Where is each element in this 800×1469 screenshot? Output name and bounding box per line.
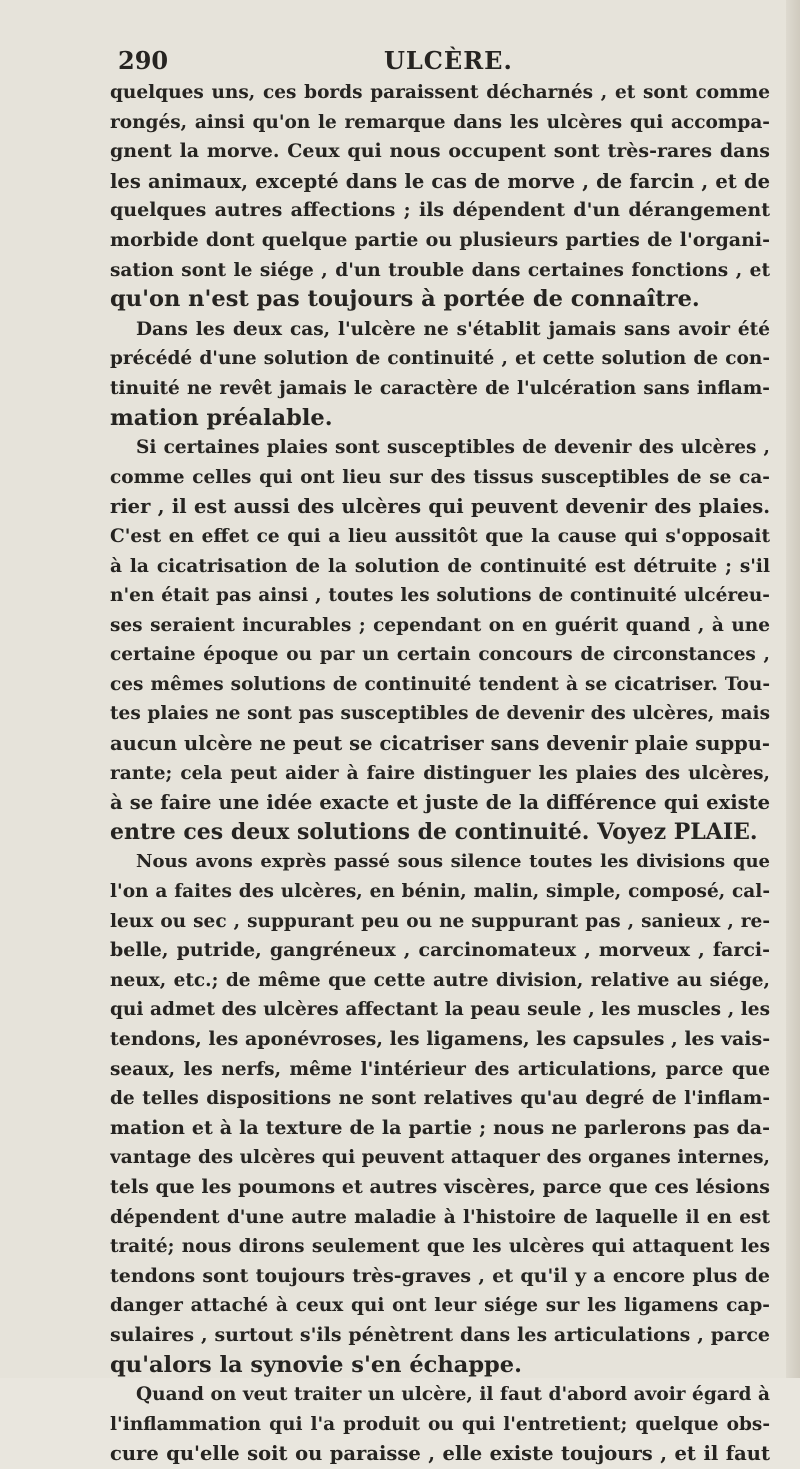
text-line: n'en était pas ainsi , toutes les solutions de continuité ulcéreu-: [110, 585, 770, 607]
text-line: qu'on n'est pas toujours à portée de connaître.: [110, 286, 700, 313]
text-line: mation et à la texture de la partie ; nous ne parlerons pas da-: [110, 1116, 770, 1139]
text-line: tendons sont toujours très-graves , et qu'il y a encore plus de: [110, 1264, 770, 1287]
text-line: les animaux, excepté dans le cas de morve , de farcin , et de: [110, 169, 770, 193]
text-line: Quand on veut traiter un ulcère, il faut d'abord avoir égard à: [136, 1384, 770, 1406]
text-line: tinuité ne revêt jamais le caractère de l'ulcération sans inflam-: [110, 377, 770, 399]
text-line: sation sont le siége , d'un trouble dans certaines fonctions , et: [110, 259, 770, 281]
text-line: l'inflammation qui l'a produit ou qui l'entretient; quelque obs-: [110, 1413, 770, 1435]
text-line: rongés, ainsi qu'on le remarque dans les ulcères qui accompa-: [110, 111, 770, 133]
text-line: de telles dispositions ne sont relatives qu'au degré de l'inflam-: [110, 1088, 770, 1110]
text-line: vantage des ulcères qui peuvent attaquer des organes internes,: [110, 1147, 770, 1169]
text-line: certaine époque ou par un certain concours de circonstances ,: [110, 644, 770, 666]
text-line: comme celles qui ont lieu sur des tissus susceptibles de se ca-: [110, 466, 770, 488]
text-line: Si certaines plaies sont susceptibles de devenir des ulcères ,: [136, 437, 770, 459]
text-line: quelques uns, ces bords paraissent décharnés , et sont comme: [110, 82, 770, 103]
text-line: à se faire une idée exacte et juste de la différence qui existe: [110, 791, 770, 815]
text-line: à la cicatrisation de la solution de continuité est détruite ; s'il: [110, 555, 770, 577]
body-text: [110, 78, 770, 1469]
text-line: C'est en effet ce qui a lieu aussitôt que la cause qui s'opposait: [110, 525, 770, 547]
text-line: dépendent d'une autre maladie à l'histoire de laquelle il en est: [110, 1206, 770, 1228]
text-line: tendons, les aponévroses, les ligamens, les capsules , les vais-: [110, 1028, 770, 1050]
text-line: Nous avons exprès passé sous silence toutes les divisions que: [136, 851, 770, 873]
text-line: tes plaies ne sont pas susceptibles de devenir des ulcères, mais: [110, 703, 770, 725]
text-line: rier , il est aussi des ulcères qui peuvent devenir des plaies.: [110, 495, 770, 519]
running-head: ULCÈRE.: [384, 46, 513, 75]
text-line: qu'alors la synovie s'en échappe.: [110, 1351, 522, 1378]
text-line: gnent la morve. Ceux qui nous occupent sont très-rares dans: [110, 140, 770, 163]
page-header: [118, 46, 752, 80]
page-number: 290: [118, 46, 169, 75]
text-line: seaux, les nerfs, même l'intérieur des articulations, parce que: [110, 1058, 770, 1080]
text-line: rante; cela peut aider à faire distinguer les plaies des ulcères,: [110, 762, 770, 784]
text-line: mation préalable.: [110, 404, 333, 431]
text-line: belle, putride, gangréneux , carcinomateux , morveux , farci-: [110, 939, 770, 962]
text-line: sulaires , surtout s'ils pénètrent dans les articulations , parce: [110, 1323, 770, 1346]
text-line: entre ces deux solutions de continuité. Voyez PLAIE.: [110, 818, 758, 845]
text-line: ces mêmes solutions de continuité tendent à se cicatriser. Tou-: [110, 673, 770, 695]
text-line: cure qu'elle soit ou paraisse , elle existe toujours , et il faut: [110, 1442, 770, 1466]
text-line: tels que les poumons et autres viscères, parce que ces lésions: [110, 1175, 770, 1198]
text-line: morbide dont quelque partie ou plusieurs parties de l'organi-: [110, 228, 770, 251]
text-line: précédé d'une solution de continuité , et cette solution de con-: [110, 348, 770, 370]
text-line: neux, etc.; de même que cette autre division, relative au siége,: [110, 969, 770, 991]
text-line: traité; nous dirons seulement que les ulcères qui attaquent les: [110, 1236, 770, 1258]
text-line: l'on a faites des ulcères, en bénin, malin, simple, composé, cal-: [110, 881, 770, 903]
text-line: Dans les deux cas, l'ulcère ne s'établit jamais sans avoir été: [136, 318, 770, 340]
text-line: quelques autres affections ; ils dépendent d'un dérangement: [110, 199, 770, 222]
text-line: ses seraient incurables ; cependant on en guérit quand , à une: [110, 614, 770, 636]
text-line: qui admet des ulcères affectant la peau seule , les muscles , les: [110, 999, 770, 1021]
text-line: leux ou sec , suppurant peu ou ne suppurant pas , sanieux , re-: [110, 910, 770, 932]
text-line: aucun ulcère ne peut se cicatriser sans devenir plaie suppu-: [110, 732, 770, 756]
text-line: danger attaché à ceux qui ont leur siége sur les ligamens cap-: [110, 1295, 770, 1317]
page-edge: [786, 0, 800, 1378]
